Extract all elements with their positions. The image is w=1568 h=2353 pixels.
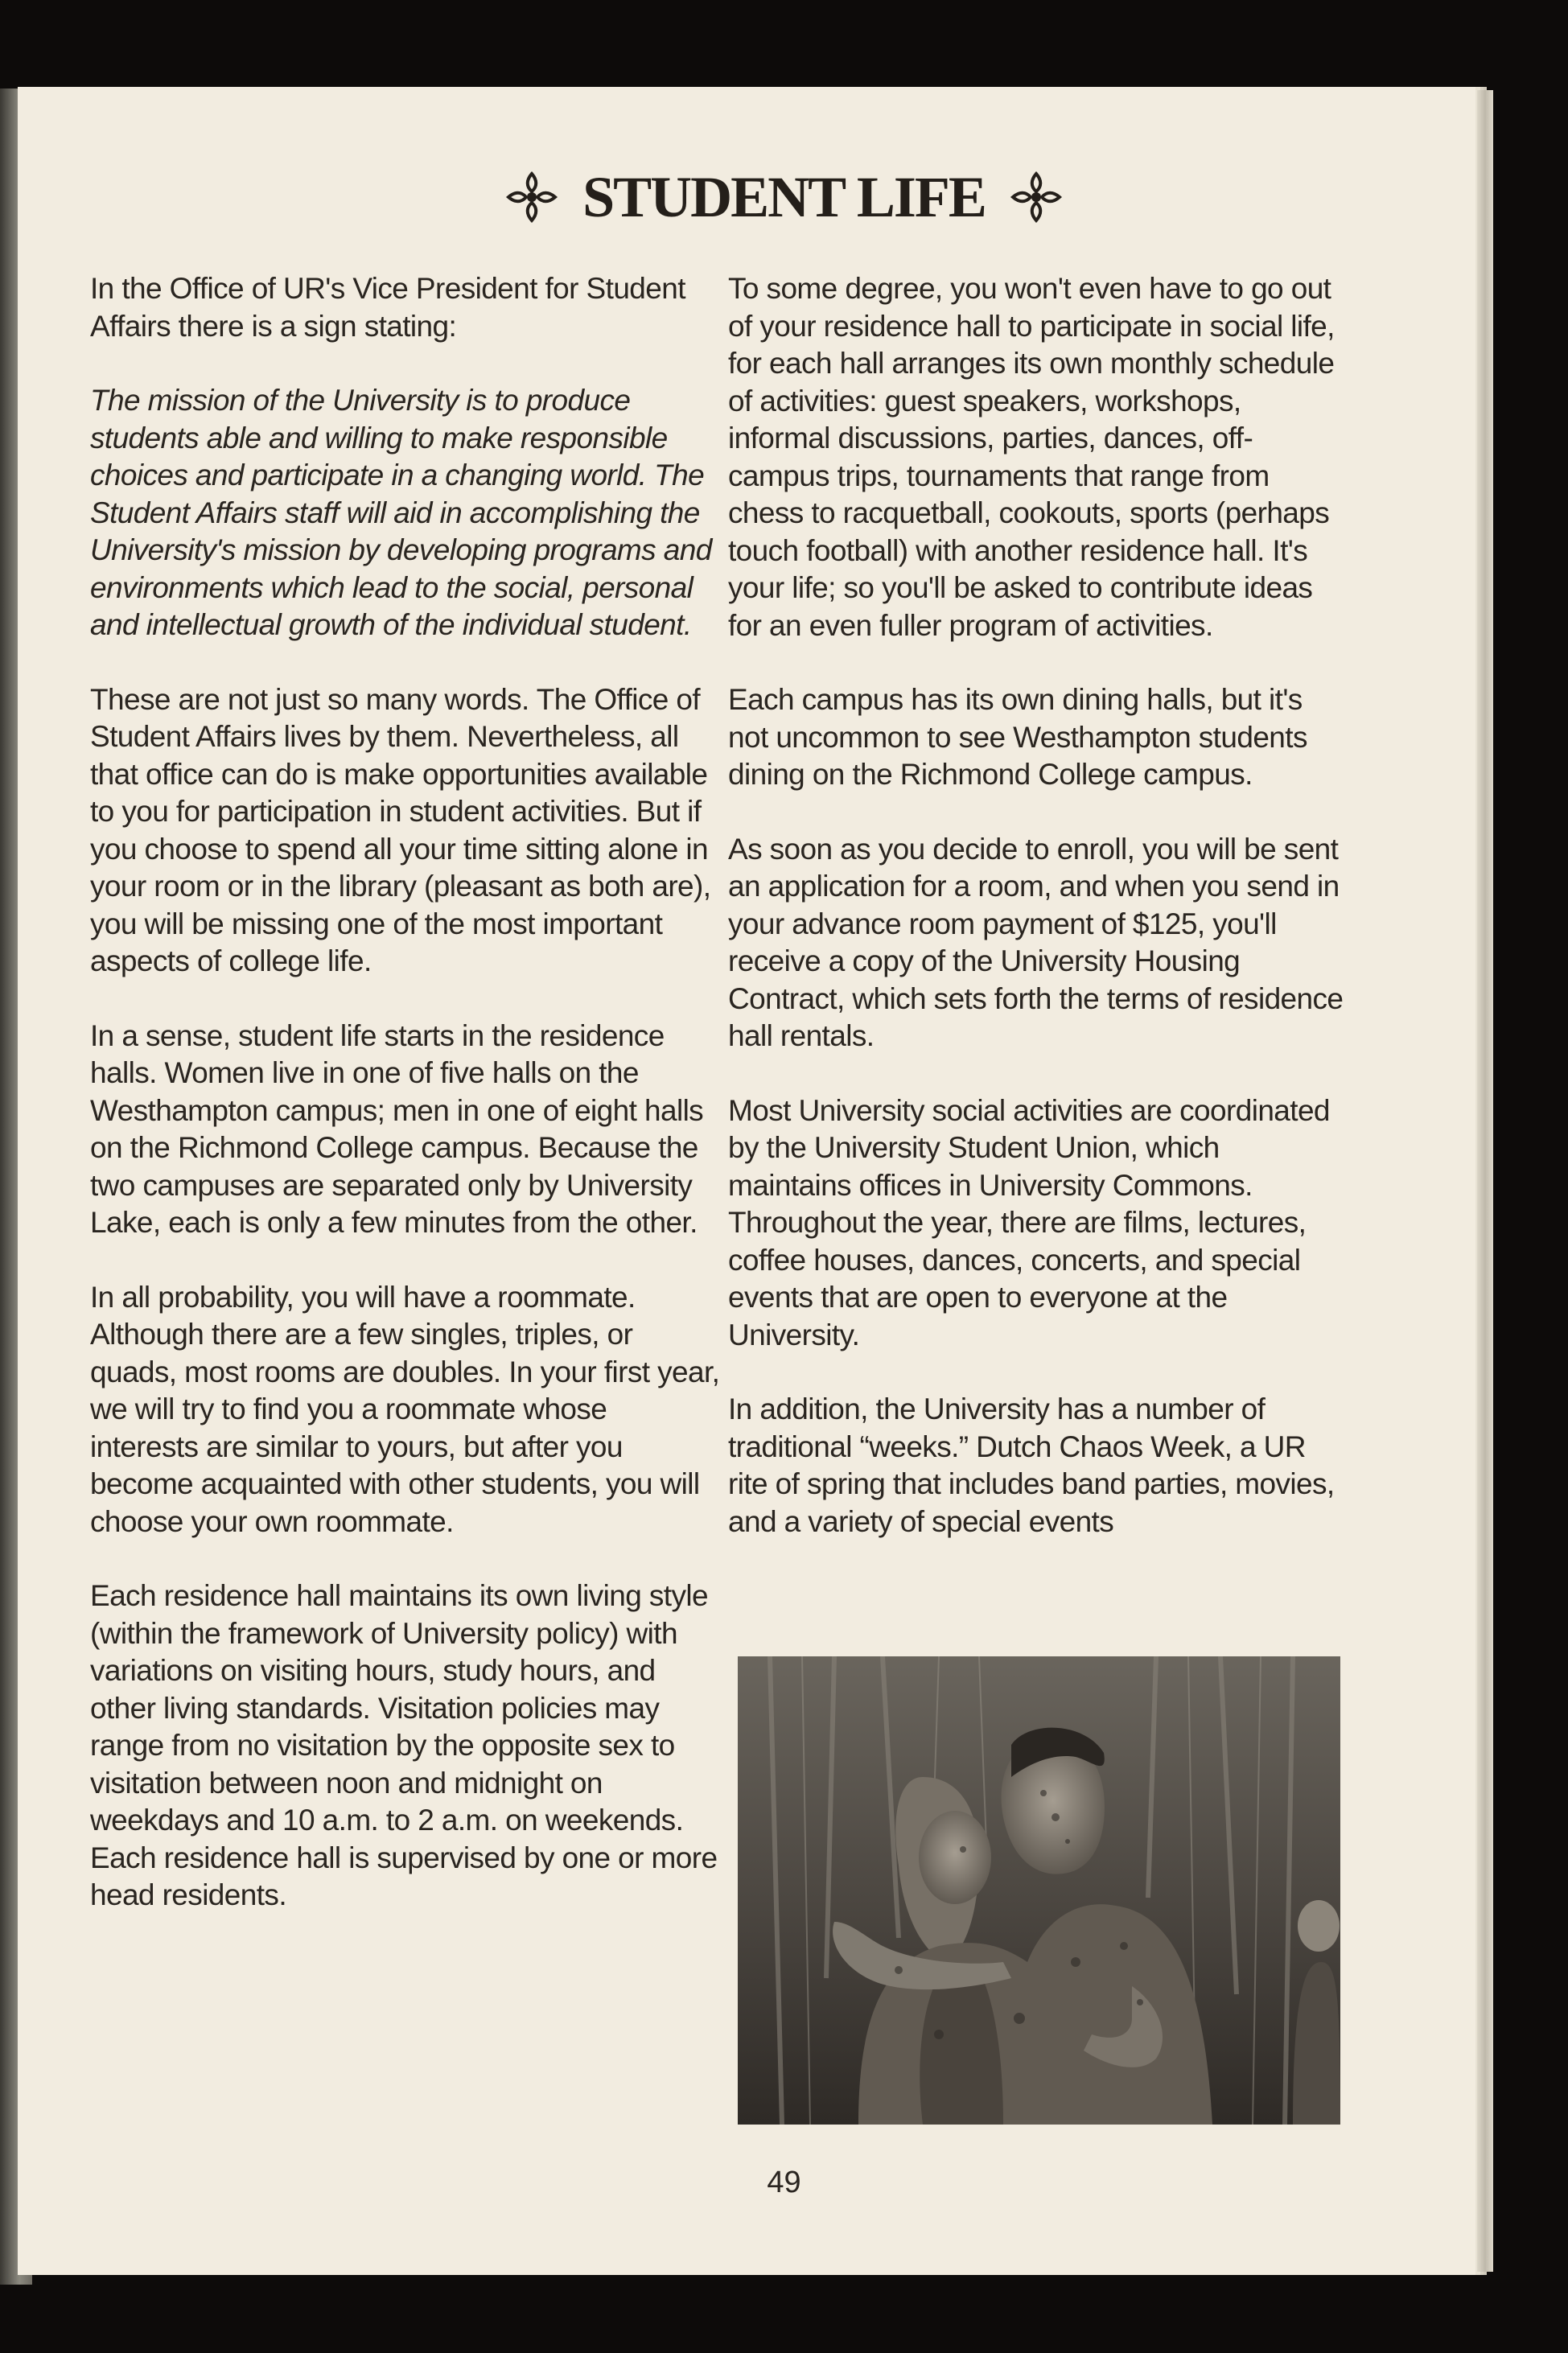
- paragraph: In a sense, student life starts in the residence halls. Women live in one of five halls on the Westhampton campus; men in one of eight halls on the Richmond College campus. Because the two campuses are separated only by University Lake, each is only a few minutes from the other.: [90, 1018, 704, 1239]
- paragraph: In the Office of UR's Vice President for Student Affairs there is a sign stating:: [90, 272, 685, 343]
- page-header: [0, 161, 1568, 233]
- paragraph: Each residence hall maintains its own living style (within the framework of University policy) with variations on visiting hours, study hours, and other living standards. Visitation policies may range from no visitation by the opposite sex to visitation between noon and midnight on weekdays and 10 a.m. to 2 a.m. on weekends. Each residence hall is supervised by one or more head residents.: [90, 1579, 718, 1911]
- paragraph: Each campus has its own dining halls, but it's not uncommon to see Westhampton students dining on the Richmond College campus.: [728, 683, 1307, 791]
- page-title: STUDENT LIFE: [582, 164, 986, 229]
- flourish-ornament-icon: [1008, 169, 1064, 225]
- mission-statement-quote: The mission of the University is to produce students able and willing to make responsible choices and participate in a changing world. The Student Affairs staff will aid in accomplishing the University's mission by developing programs and environments which lead to the social, personal and intellectual growth of the individual student.: [90, 384, 712, 641]
- paragraph: In addition, the University has a number of traditional “weeks.” Dutch Chaos Week, a UR rite of spring that includes band parties, movies, and a variety of special events: [728, 1392, 1335, 1538]
- page-stack-edge: [1477, 90, 1493, 2272]
- flourish-ornament-icon: [504, 169, 560, 225]
- paragraph: In all probability, you will have a roommate. Although there are a few singles, triples, or quads, most rooms are doubles. In your first year, we will try to find you a roommate whose interests are similar to yours, but after you become acquainted with other students, you will choose your own roommate.: [90, 1280, 720, 1538]
- page-number: 49: [767, 2166, 801, 2199]
- paragraph: These are not just so many words. The Office of Student Affairs lives by them. Nevertheless, all that office can do is make opportunities available to you for participation in student activities. But if you choose to spend all your time sitting alone in your room or in the library (pleasant as both are), you will be missing one of the most important aspects of college life.: [90, 682, 711, 977]
- paragraph: As soon as you decide to enroll, you will be sent an application for a room, and when you send in your advance room payment of $125, you'll receive a copy of the University Housing Contract, which sets forth the terms of residence hall rentals.: [728, 832, 1344, 1052]
- photo-image: [738, 1656, 1340, 2125]
- left-text-column: [90, 270, 722, 1952]
- mud-couple-photo: [738, 1656, 1340, 2125]
- right-text-column: [728, 270, 1348, 1578]
- paragraph: To some degree, you won't even have to go out of your residence hall to participate in social life, for each hall arranges its own monthly schedule of activities: guest speakers, workshops, informal discussions, parties, dances, off-campus trips, tournaments that range from chess to racquetball, cookouts, sports (perhaps touch football) with another residence hall. It's your life; so you'll be asked to contribute ideas for an even fuller program of activities.: [728, 272, 1335, 642]
- paragraph: Most University social activities are coordinated by the University Student Union, which maintains offices in University Commons. Throughout the year, there are films, lectures, coffee houses, dances, concerts, and special events that are open to everyone at the University.: [728, 1093, 1330, 1351]
